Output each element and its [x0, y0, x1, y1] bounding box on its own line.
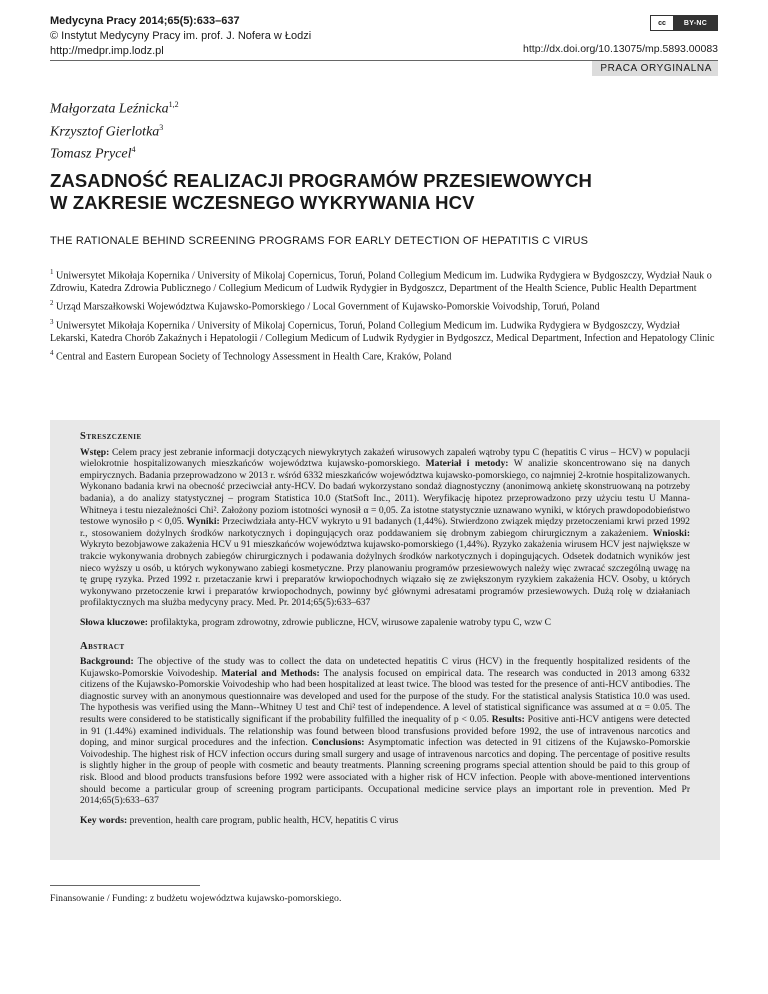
- affiliations: [50, 266, 720, 366]
- abstract-heading: Abstract: [80, 640, 125, 652]
- streszczenie-heading: Streszczenie: [80, 431, 142, 442]
- author-item: Tomasz Prycel$^4$: [50, 145, 136, 162]
- english-title: THE RATIONALE BEHIND SCREENING PROGRAMS FOR EARLY DETECTION OF HEPATITIS C VIRUS: [50, 235, 589, 247]
- affiliation-item: $^1$ Uniwersytet Mikołaja Kopernika / University of Mikolaj Copernicus, Toruń, Poland Collegium Medicum im. Ludwika Rydygiera w Bydgoszczy, Wydział Nauk o Zdrowiu, Katedra Zdrowia Publicznego / Collegium Medicum of Ludwik Rydygier in Bydgoszcz, Department of the Health Science, Public Health Department: [50, 268, 712, 294]
- affiliation-item: $^4$ Central and Eastern European Society of Technology Assessment in Health Care, Kraków, Poland: [50, 349, 452, 363]
- journal-citation: Medycyna Pracy 2014;65(5):633–637: [50, 15, 240, 27]
- doi-link[interactable]: http://dx.doi.org/10.13075/mp.5893.00083: [523, 43, 718, 55]
- cc-license-badge[interactable]: [650, 15, 718, 31]
- abstract-text: Background: The objective of the study was to collect the data on undetected hepatitis C virus (HCV) in the frequently hospitalized residents of the Kujawsko-Pomorskie Voivodeship. Material and Methods: The analysis focused on empirical data. The research was conducted in 2013 among 6332 citizens of the Kujawsko-Pomorskie Voivodeship who had been hospitalized at least twice. The blood was tested for the presence of anti-HCV antibodies. The diagnostic survey with an anonymous questionnaire was developed and used for the purpose of the study. For the statistical analysis Statistica 10.0 was used. The hypothesis was verified using the Mann--Whitney U test and Chi² test of independence. A level of statistical significance was assumed at α = 0.05. The results were considered to be statistically significant if the probability fulfilled the inequality of p < 0.05. Results: Positive anti-HCV antigens were detected in 91 (1.44%) examined individuals. The relationship was found between blood transfusions provided before 1992, the use of intravenous narcotics and doping, and minor surgical procedures and the infection. Conclusions: Asymptomatic infection was detected in 91 citizens of the Kujawsko-Pomorskie Voivodeship. The highest risk of HCV infection occurs during small surgery and usage of intravenous narcotics and doping. The percentage of positive results is slightly higher in the group of people with cosmetic and beauty treatments. Planning screening programs special attention should be paid to this group of risk. Blood and blood products transfusions before 1992 were associated with a higher risk of HCV infection. People with above-mentioned interventions should become a particular group of screening program participants. Occupational medicine service plays an important role in prevention. Med Pr 2014;65(5):633–637: [80, 656, 691, 807]
- funding-note: Finansowanie / Funding: z budżetu województwa kujawsko-pomorskiego.: [50, 893, 342, 904]
- author-list: [50, 96, 179, 164]
- english-keywords: Key words: prevention, health care program, public health, HCV, hepatitis C virus: [80, 814, 399, 826]
- copyright-line: © Instytut Medycyny Pracy im. prof. J. Nofera w Łodzi: [50, 30, 312, 42]
- author-item: Małgorzata Leźnicka$^{1,2}$: [50, 100, 179, 117]
- footnote-divider: [50, 885, 200, 886]
- journal-header: [50, 14, 311, 59]
- affiliation-item: $^3$ Uniwersytet Mikołaja Kopernika / University of Mikolaj Copernicus, Toruń, Poland Collegium Medicum im. Ludwika Rydygiera w Bydgoszczy, Wydział Lekarski, Katedra Chorób Zakaźnych i Hepatologii / Collegium Medicum of Ludwik Rydygier in Bydgoszcz, Medical Department, Infection and Hepatology Clinic: [50, 317, 715, 344]
- polish-keywords: Słowa kluczowe: profilaktyka, program zdrowotny, zdrowie publiczne, HCV, wirusowe zapalenie watroby typu C, wzw C: [80, 616, 552, 628]
- streszczenie-text: Wstęp: Celem pracy jest zebranie informacji dotyczących niewykrytych zakażeń wirusowych zapaleń wątroby typu C (hepatitis C virus – HCV) w populacji wielokrotnie hospitalizowanych mieszkańców województwa kujawsko-pomorskiego. Materiał i metody: W analizie skoncentrowano się na danych empirycznych. Badania przeprowadzono w 2013 r. wśród 6332 mieszkańców województwa kujawsko-pomorskiego, co najmniej 2-krotnie hospitalizowanych. Wykonano badania krwi na obecność przeciwciał anty-HCV. Do badań wykorzystano sondaż diagnostyczny (anonimową ankietę skonstruowaną na potrzeby badania), a do analizy statystycznej – program Statistica 10.0 (StatSoft Inc., 2011). Weryfikację hipotez przeprowadzono przy użyciu testu U Manna-Whitneya i testu niezależności Chi². Założony poziom istotności wynosił α = 0,05. Za istotne statystycznie uznawano wyniki, w których prawdopodobieństwo testowe wynosiło p < 0,05. Wyniki: Przeciwdziała anty-HCV wykryto u 91 badanych (1,44%). Stwierdzono związek między przetoczeniami krwi przed 1992 r., stosowaniem dożylnych środków narkotycznych i dopingujących oraz poddawaniem się drobnym zabiegom chirurgicznym a zakażeniem. Wnioski: Wykryto bezobjawowe zakażenia HCV u 91 mieszkańców województwa kujawsko-pomorskiego (1,44%). Ryzyko zakażenia wirusem HCV jest największe w trakcie wykonywania drobnych zabiegów chirurgicznych i podawania dożylnych środków narkotycznych i dopingujących. Odsetek dodatnich wyników jest nieco wyższy u osób, u których wykonywano zabiegi kosmetyczne. Przy planowaniu programów przesiewowych należy więc zwracać szczególną uwagę na tę grupę ryzyka. Przed 1992 r. przetaczanie krwi i preparatów krwiopochodnych wiązało się ze zwiększonym ryzykiem zakażenia HCV. Osoby, u których wykonywano przetoczenie krwi i preparatów krwiopochodnych, powinny być głównymi adresatami programów przesiewowych. Dużą rolę w działaniach profilaktycznych ma służba medycyny pracy. Med. Pr. 2014;65(5):633–637: [80, 446, 691, 609]
- author-item: Krzysztof Gierlotka$^3$: [50, 122, 164, 140]
- journal-url-link[interactable]: http://medpr.imp.lodz.pl: [50, 45, 164, 57]
- article-type-badge: PRACA ORYGINALNA: [592, 61, 718, 76]
- affiliation-item: $^2$ Urząd Marszałkowski Województwa Kujawsko-Pomorskiego / Local Government of Kujawsko-Pomorskie Voivodship, Toruń, Poland: [50, 299, 600, 313]
- cc-icon: cc: [651, 16, 674, 30]
- by-nc-label: BY-NC: [674, 16, 717, 30]
- abstract-box: [50, 420, 720, 860]
- article-title: ZASADNOŚĆ REALIZACJI PROGRAMÓW PRZESIEWOWYCH W ZAKRESIE WCZESNEGO WYKRYWANIA HCV: [50, 170, 592, 213]
